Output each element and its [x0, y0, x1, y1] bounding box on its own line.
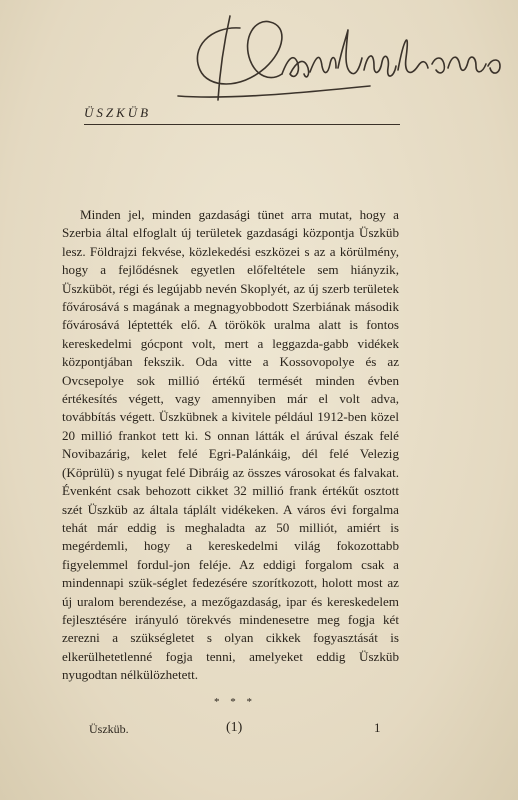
heading-rule: [84, 124, 400, 125]
footer-page-label: (1): [226, 720, 243, 735]
page-heading: ÜSZKÜB: [84, 105, 152, 120]
body-paragraph: Minden jel, minden gazdasági tünet arra mutat, hogy a Szerbia által elfoglalt új területek gazdasági központja Üszküb lesz. Földrajzi fekvése, közlekedési eszközei s az a körülmény, hogy a fejlődésnek egyetlen előfeltétele sem hiányzik, Üszküböt, régi és legújabb nevén Skoplyét, az új szerb területek fővárosává s magának a megnagyobbodott Szerbiának második fővárosává léptették elő. A törökök uralma alatt is fontos kereskedelmi gócpont volt, mert a leggazda-gabb vidékek központjában fekszik. Oda vitte a Kossovopolye és az Ovcsepolye sok millió értékű termését minden évben értékesítés végett, vagy amennyiben már el volt adva, továbbítás végett. Üszkübnek a kivitele például 1912-ben közel 20 millió frankot tett ki. S onnan látták el árúval észak felé Novibazárig, kelet felé Egri-Palánkáig, dél felé Velezig (Köprülü) s nyugat felé Dibráig az összes városokat és falvakat. Évenként csak behozott cikket 32 millió frank értékűt osztott szét Üszküb az általa táplált vidékeken. A város évi forgalma tehát már eddig is meghaladta az 50 milliót, amiért is megérdemli, hogy a kereskedelmi világ fokozottabb figyelemmel fordul-jon feléje. Az eddigi forgalom csak a mindennapi szük-séglet fedezésére szorítkozott, holott most az új uralom berendezése, a mezőgazdaság, ipar és kereskedelem fejlesztésére irányuló törekvés mindenesetre meg fogja két zerezni a szükségletet s olyan cikkek fogyasztását is elkerülhetetlenné fogja tenni, amelyeket eddig Üszküb nyugodtan nélkülözhetett.: [62, 207, 399, 683]
footer-title: Üszküb.: [89, 722, 129, 736]
section-separator: * * *: [214, 696, 256, 708]
handwritten-signature: [170, 8, 510, 108]
page-number: 1: [374, 720, 381, 735]
